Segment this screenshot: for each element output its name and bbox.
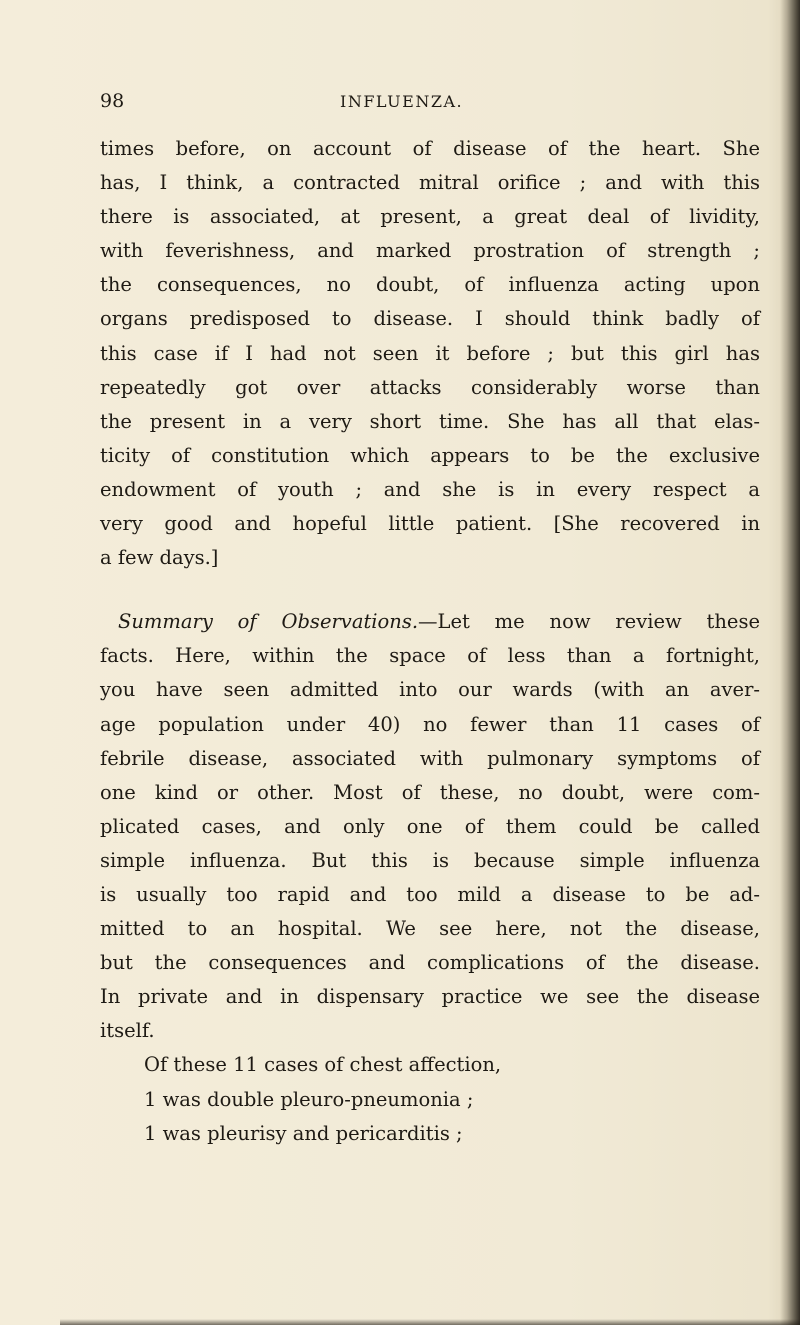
summary-first-line-rest: —Let me now review these (418, 610, 760, 634)
paragraph-1 (100, 132, 760, 575)
text-line: is usually too rapid and too mild a disease to be ad- (100, 882, 760, 906)
running-head (100, 90, 760, 114)
text-line: one kind or other. Most of these, no doubt, were com- (100, 780, 760, 804)
text-line: endowment of youth ; and she is in every respect a (100, 477, 760, 501)
paragraph-gap (100, 575, 760, 605)
text-line: with feverishness, and marked prostration of strength ; (100, 239, 760, 263)
text-line: organs predisposed to disease. I should think badly of (100, 307, 760, 331)
text-line: itself. (100, 1019, 155, 1043)
text-line: this case if I had not seen it before ; but this girl has (100, 341, 760, 365)
page-bottom-edge (60, 1319, 800, 1325)
text-line: times before, on account of disease of the heart. She (100, 137, 760, 160)
paragraph-3 (100, 1048, 760, 1150)
body-text (100, 132, 760, 1151)
text-line: febrile disease, associated with pulmonary symptoms of (100, 746, 760, 770)
list-intro: Of these 11 cases of chest affection, (144, 1053, 502, 1077)
summary-heading: Summary of Observations. (118, 610, 419, 634)
text-line: very good and hopeful little patient. [She recovered in (100, 512, 760, 536)
text-line: there is associated, at present, a great deal of lividity, (100, 205, 760, 229)
text-line: you have seen admitted into our wards (with an aver- (100, 678, 760, 702)
text-line: ticity of constitution which appears to be the exclusive (100, 443, 760, 467)
list-item: 1 was pleurisy and pericarditis ; (144, 1121, 463, 1145)
page-number: 98 (100, 90, 125, 112)
summary-first-line (100, 605, 760, 639)
text-line: repeatedly got over attacks considerably worse than (100, 375, 760, 399)
text-line: the consequences, no doubt, of influenza acting upon (100, 273, 760, 297)
text-line: has, I think, a contracted mitral orifice ; and with this (100, 171, 760, 195)
paragraph-2 (100, 605, 760, 1048)
text-line: simple influenza. But this is because simple influenza (100, 848, 760, 872)
text-line: a few days.] (100, 546, 219, 570)
text-line: In private and in dispensary practice we see the disease (100, 985, 760, 1009)
text-line: plicated cases, and only one of them could be called (100, 814, 760, 838)
text-line: mitted to an hospital. We see here, not the disease, (100, 917, 760, 941)
text-line: the present in a very short time. She has all that elas- (100, 409, 760, 433)
text-line: facts. Here, within the space of less than a fortnight, (100, 644, 760, 668)
running-title: INFLUENZA. (340, 92, 464, 111)
list-item: 1 was double pleuro-pneumonia ; (144, 1087, 474, 1111)
page-spine-shadow (780, 0, 800, 1325)
text-line: but the consequences and complications of the disease. (100, 951, 760, 975)
text-line: age population under 40) no fewer than 11 cases of (100, 712, 760, 736)
